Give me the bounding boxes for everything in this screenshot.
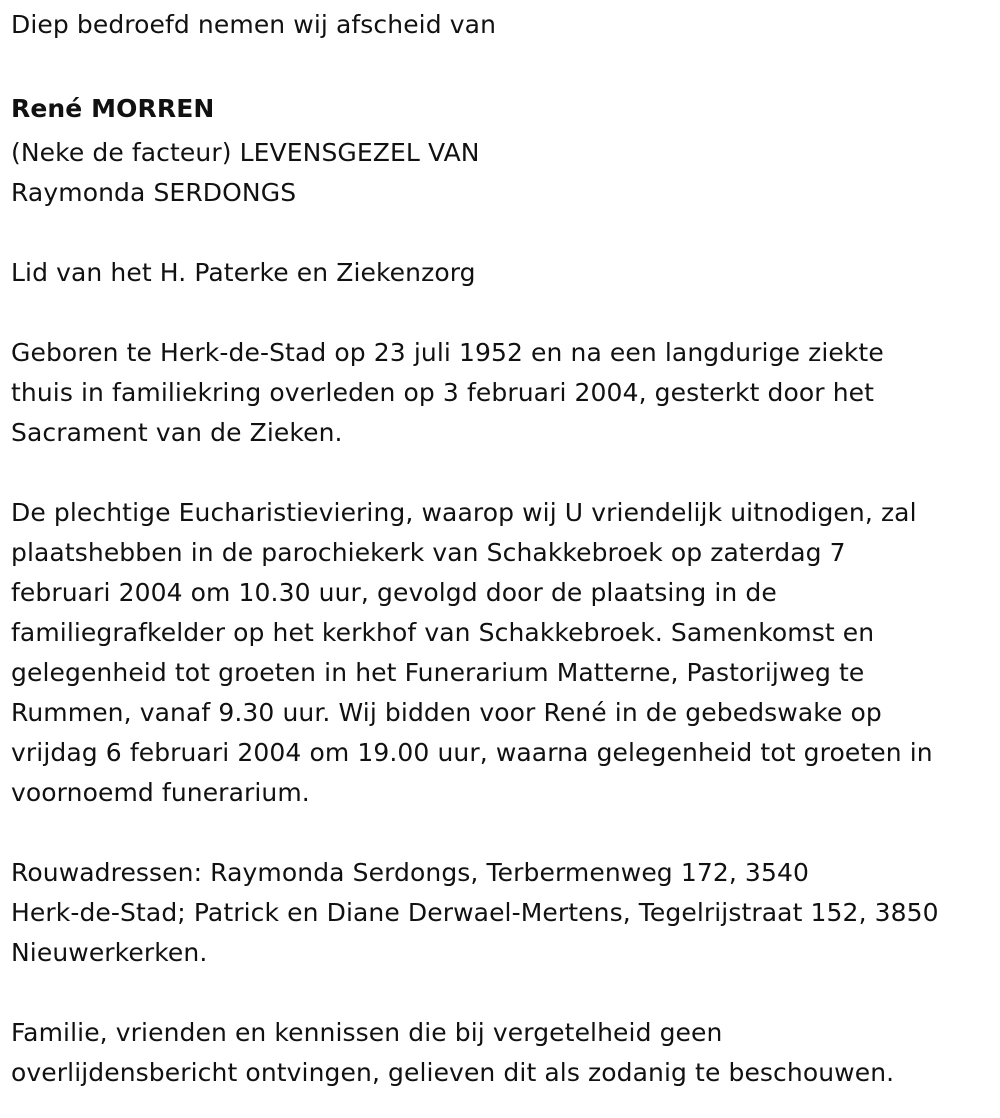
closing-line: overlijdensbericht ontvingen, gelieven dit als zodanig te beschouwen. [11,1058,895,1087]
closing-line: Familie, vrienden en kennissen die bij vergetelheid geen [11,1018,723,1047]
spacer [11,973,996,1013]
ceremony-line: Rummen, vanaf 9.30 uur. Wij bidden voor René in de gebedswake op [11,698,882,727]
ceremony-line: gelegenheid tot groeten in het Funerarium Matterne, Pastorijweg te [11,658,865,687]
ceremony-line: vrijdag 6 februari 2004 om 19.00 uur, waarna gelegenheid tot groeten in [11,738,933,767]
closing-paragraph [11,1013,996,1093]
ceremony-line: De plechtige Eucharistieviering, waarop wij U vriendelijk uitnodigen, zal [11,498,917,527]
intro-text: Diep bedroefd nemen wij afscheid van [11,10,497,39]
address-line: Nieuwerkerken. [11,938,208,967]
ceremony-line: familiegrafkelder op het kerkhof van Schakkebroek. Samenkomst en [11,618,875,647]
ceremony-line: februari 2004 om 10.30 uur, gevolgd door de plaatsing in de [11,578,777,607]
spacer [11,45,996,85]
deceased-name: René MORREN [11,94,215,123]
addresses-paragraph [11,853,996,973]
spacer [11,293,996,333]
membership-text: Lid van het H. Paterke en Ziekenzorg [11,258,476,287]
spacer [11,453,996,493]
nickname-relation: (Neke de facteur) LEVENSGEZEL VAN [11,138,480,167]
spacer [11,213,996,253]
address-line: Herk-de-Stad; Patrick en Diane Derwael-Mertens, Tegelrijstraat 152, 3850 [11,898,939,927]
birth-death-line: Sacrament van de Zieken. [11,418,343,447]
ceremony-line: voornoemd funerarium. [11,778,310,807]
spacer [11,813,996,853]
ceremony-line: plaatshebben in de parochiekerk van Schakkebroek op zaterdag 7 [11,538,846,567]
obituary-notice [11,5,996,1093]
birth-death-line: thuis in familiekring overleden op 3 februari 2004, gesterkt door het [11,378,875,407]
birth-death-paragraph [11,333,996,453]
birth-death-line: Geboren te Herk-de-Stad op 23 juli 1952 en na een langdurige ziekte [11,338,884,367]
address-line: Rouwadressen: Raymonda Serdongs, Terbermenweg 172, 3540 [11,858,809,887]
ceremony-paragraph [11,493,996,813]
partner-name: Raymonda SERDONGS [11,178,297,207]
